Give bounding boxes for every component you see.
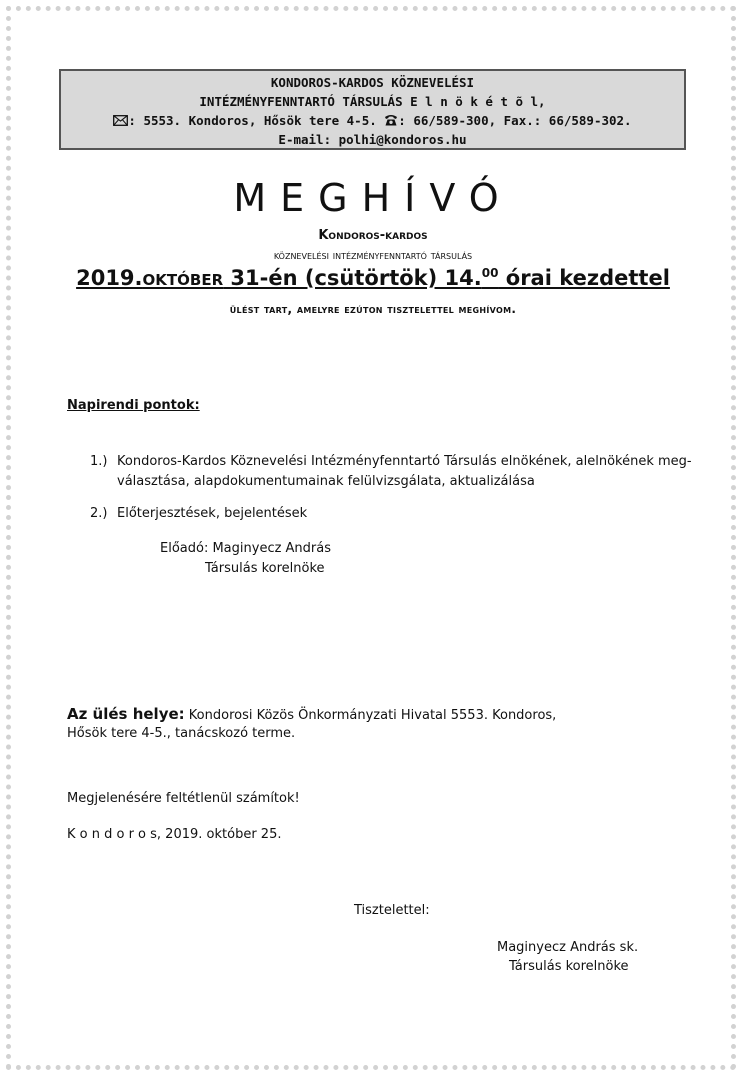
- letterhead-line-1: KONDOROS-KARDOS KÖZNEVELÉSI: [270, 75, 475, 90]
- agenda-item-number: 2.): [90, 506, 108, 521]
- letterhead-email: E-mail: polhi@kondoros.hu: [278, 132, 467, 147]
- venue-line-1: [67, 705, 556, 723]
- address-text: : 5553. Kondoros, Hősök tere 4-5.: [128, 113, 385, 128]
- organization-name-line-2: köznevelési intézményfenntartó társulás: [273, 248, 473, 262]
- date-suffix: órai kezdettel: [498, 266, 670, 290]
- agenda-item: [117, 504, 307, 524]
- date-minutes: 00: [481, 266, 499, 280]
- date-year: 2019.: [76, 266, 143, 290]
- letterhead-box: [59, 69, 686, 150]
- closing-sentence: Megjelenésére feltétlenül számítok!: [67, 791, 300, 806]
- presenter-line: Előadó: Maginyecz András: [160, 541, 332, 556]
- session-invitation-line: ülést tart, amelyre ezúton tisztelettel meghívom.: [229, 302, 517, 316]
- page-title: MEGHÍVÓ: [233, 176, 513, 220]
- presenter-title: Társulás korelnöke: [205, 561, 325, 576]
- envelope-icon: [113, 113, 128, 128]
- venue-text: Kondorosi Közös Önkormányzati Hivatal 5553. Kondoros,: [184, 708, 557, 723]
- regards: Tisztelettel:: [354, 903, 430, 918]
- place-and-date: K o n d o r o s, 2019. október 25.: [67, 827, 282, 842]
- agenda-item-text-line-1: Kondoros-Kardos Köznevelési Intézményfenntartó Társulás elnökének, alelnökének meg-: [117, 454, 692, 469]
- signature-title: Társulás korelnöke: [509, 959, 629, 974]
- agenda-item-text-line-2: választása, alapdokumentumainak felülvizsgálata, aktualizálása: [117, 474, 535, 489]
- organization-name-line-1: Kondoros-kardos: [318, 228, 428, 243]
- signature-name: Maginyecz András sk.: [497, 940, 639, 955]
- date-month: október: [142, 266, 224, 290]
- venue-line-2: Hősök tere 4-5., tanácskozó terme.: [67, 726, 296, 741]
- date-day: 31-én (csütörtök) 14.: [223, 266, 482, 290]
- letterhead-address-line: [61, 111, 684, 130]
- agenda-item-number: 1.): [90, 454, 108, 469]
- telephone-icon: [384, 113, 398, 128]
- meeting-date-line: [0, 266, 746, 290]
- venue-label: Az ülés helye:: [67, 705, 185, 723]
- letterhead-line-2: INTÉZMÉNYFENNTARTÓ TÁRSULÁS E l n ö k é t õ l,: [199, 94, 546, 109]
- agenda-item-text-line-1: Előterjesztések, bejelentések: [117, 506, 308, 521]
- agenda-heading: Napirendi pontok:: [67, 398, 200, 413]
- agenda-item: [117, 452, 692, 492]
- phone-fax-text: : 66/589-300, Fax.: 66/589-302.: [398, 113, 632, 128]
